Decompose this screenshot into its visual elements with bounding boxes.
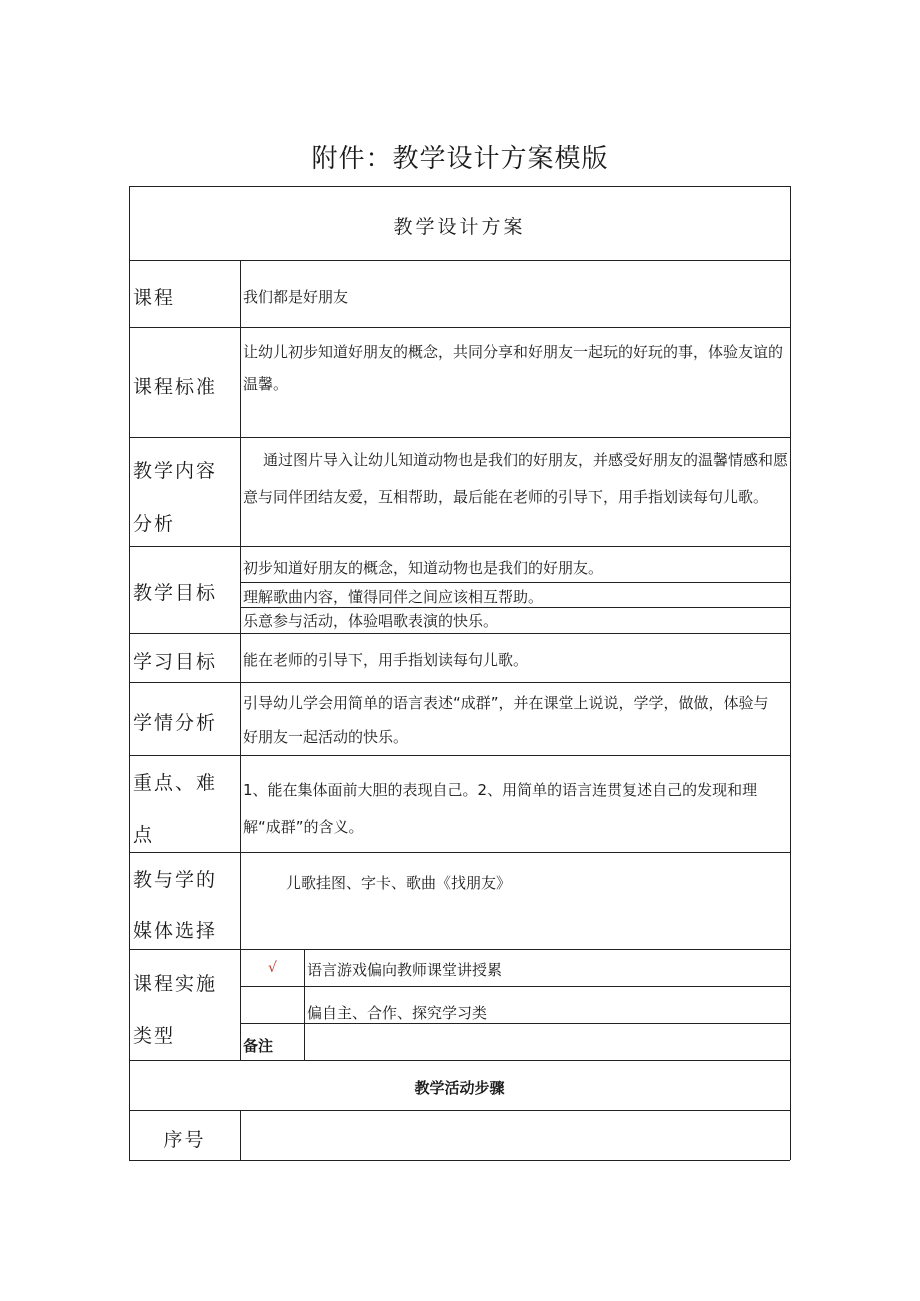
standard-value: 让幼儿初步知道好朋友的概念，共同分享和好朋友一起玩的好玩的事，体验友谊的温馨。 xyxy=(243,343,784,393)
row-divider xyxy=(129,260,790,261)
document-title: 附件：教学设计方案模版 xyxy=(311,144,609,174)
learning-goals-value: 能在老师的引导下，用手指划读每句儿歌。 xyxy=(243,651,529,669)
table-title: 教学设计方案 xyxy=(393,216,526,238)
sequence-label: 序号 xyxy=(163,1129,206,1151)
type-label-line1: 课程实施 xyxy=(133,973,218,995)
type-divider xyxy=(240,1023,790,1024)
course-value: 我们都是好朋友 xyxy=(243,288,349,306)
row-divider xyxy=(129,1060,790,1061)
row-divider xyxy=(129,949,790,950)
row-divider xyxy=(129,327,790,328)
table-border-bottom xyxy=(129,1160,790,1161)
goal-divider xyxy=(240,607,790,608)
row-divider xyxy=(129,1110,790,1111)
situation-value: 引导幼儿学会用简单的语言表述“成群”，并在课堂上说说，学学，做做，体验与好朋友一起活动的快乐。 xyxy=(243,694,769,746)
content-label-line2: 分析 xyxy=(133,513,176,535)
media-value: 儿歌挂图、字卡、歌曲《找朋友》 xyxy=(286,874,512,892)
table-border-right xyxy=(790,186,791,1160)
media-label-line1: 教与学的 xyxy=(133,869,218,891)
row-divider xyxy=(129,633,790,634)
row-divider xyxy=(129,437,790,438)
content-value: 通过图片导入让幼儿知道动物也是我们的好朋友，并感受好朋友的温馨情感和愿意与同伴团结友爱，互相帮助，最后能在老师的引导下，用手指划读每句儿歌。 xyxy=(243,451,789,506)
goal-item: 理解歌曲内容，懂得同伴之间应该相互帮助。 xyxy=(243,588,544,606)
steps-header: 教学活动步骤 xyxy=(414,1079,505,1097)
type-divider xyxy=(240,986,790,987)
label-column-divider xyxy=(240,260,241,1060)
goal-divider xyxy=(240,582,790,583)
goal-item: 乐意参与活动，体验唱歌表演的快乐。 xyxy=(243,612,499,630)
type-option-self-directed: 偏自主、合作、探究学习类 xyxy=(307,1004,488,1022)
table-border-top xyxy=(129,186,790,187)
goal-item: 初步知道好朋友的概念，知道动物也是我们的好朋友。 xyxy=(243,559,604,577)
situation-label: 学情分析 xyxy=(133,712,218,734)
row-divider xyxy=(129,852,790,853)
type-check-divider xyxy=(304,949,305,1060)
content-label-line1: 教学内容 xyxy=(133,460,218,482)
row-divider xyxy=(129,682,790,683)
type-option-teacher-led: 语言游戏偏向教师课堂讲授累 xyxy=(307,961,503,979)
note-label: 备注 xyxy=(243,1037,274,1055)
course-label: 课程 xyxy=(133,287,176,309)
row-divider xyxy=(129,755,790,756)
key-points-label-line2: 点 xyxy=(133,824,155,846)
goals-label: 教学目标 xyxy=(133,582,218,604)
check-mark-icon: √ xyxy=(268,960,277,976)
standard-label: 课程标准 xyxy=(133,376,218,398)
label-column-divider xyxy=(240,1110,241,1160)
type-label-line2: 类型 xyxy=(133,1025,176,1047)
key-points-label-line1: 重点、难 xyxy=(133,772,218,794)
media-label-line2: 媒体选择 xyxy=(133,920,218,942)
row-divider xyxy=(129,546,790,547)
table-border-left xyxy=(129,186,130,1160)
key-points-value: 1、能在集体面前大胆的表现自己。2、用简单的语言连贯复述自己的发现和理解“成群”的含义。 xyxy=(243,781,758,836)
learning-goals-label: 学习目标 xyxy=(133,651,218,673)
